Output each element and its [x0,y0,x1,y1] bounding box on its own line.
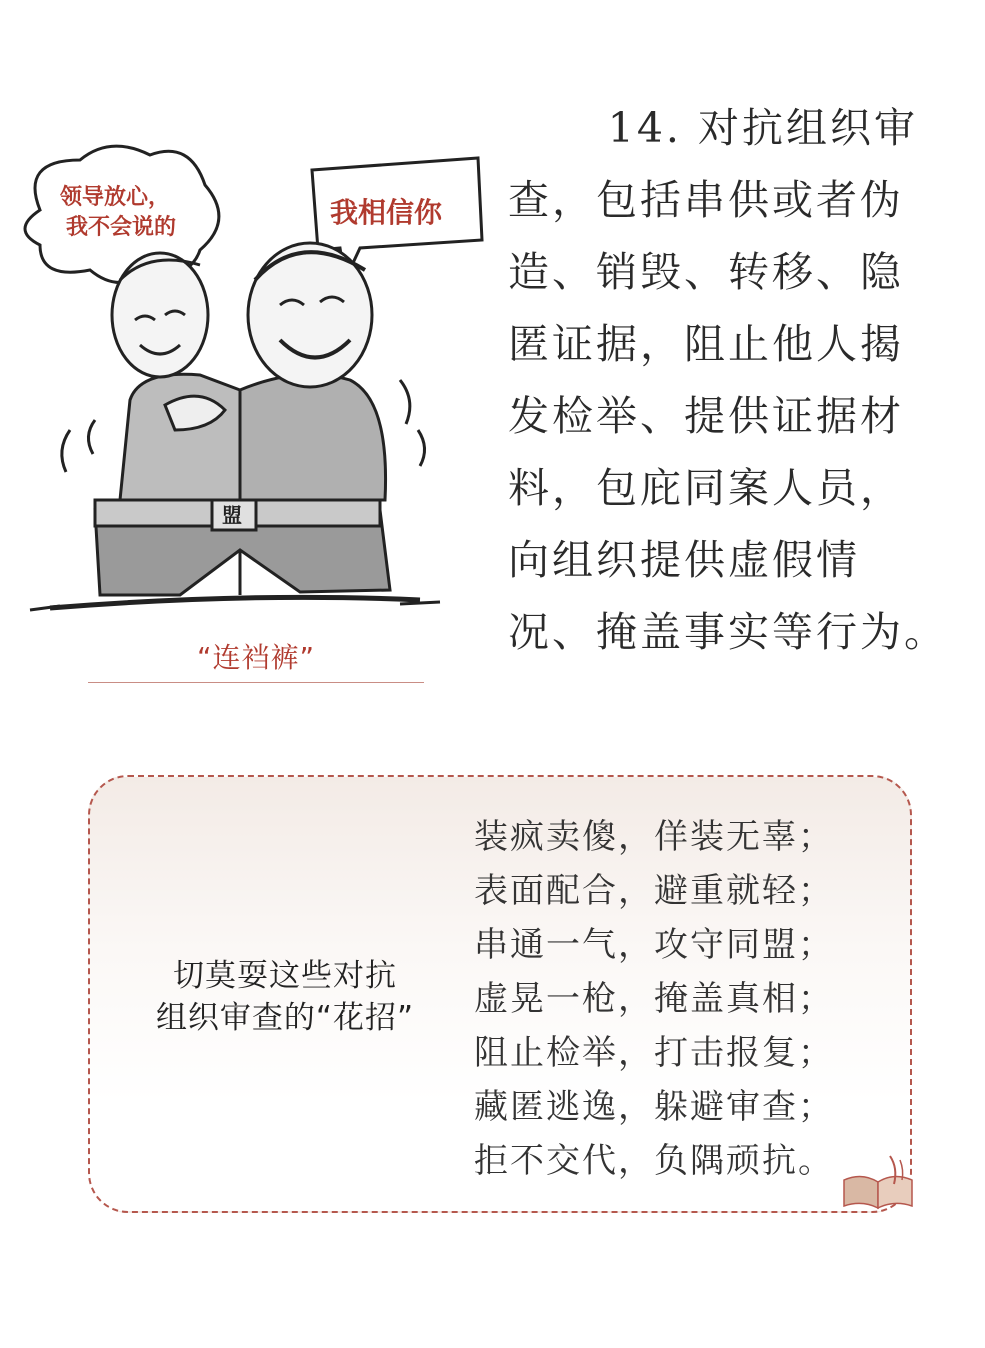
verse-line: 拒不交代，负隅顽抗。 [474,1141,834,1181]
main-text-line: 查，包括串供或者伪 [508,176,904,224]
caption-divider [88,682,424,683]
verse-line: 表面配合，避重就轻； [474,871,834,911]
verse-line: 装疯卖傻，佯装无辜； [474,817,834,857]
belt-badge: 盟 [222,503,242,527]
cartoon-illustration [0,130,500,620]
verse-line: 藏匿逃逸，躲避审查； [474,1087,834,1127]
main-text-line: 发检举、提供证据材 [508,392,904,440]
box-title-line-2: 组织审查的“花招” [155,1000,415,1036]
left-bubble-line-2: 我不会说的 [66,215,177,240]
main-text-line: 料，包庇同案人员， [508,464,904,512]
verse-line: 阻止检举，打击报复； [474,1033,834,1073]
verse-line: 虚晃一枪，掩盖真相； [474,979,834,1019]
verse-line: 串通一气，攻守同盟； [474,925,834,965]
right-bubble-text: 我相信你 [330,196,443,229]
main-text-line: 造、销毁、转移、隐 [508,248,904,296]
main-text-line: 14. 对抗组织审 [607,104,918,152]
box-title-line-1: 切莫耍这些对抗 [173,958,397,994]
main-text-line: 向组织提供虚假情 [508,536,860,584]
main-text-line: 况、掩盖事实等行为。 [508,608,948,656]
main-text-line: 匿证据，阻止他人揭 [508,320,904,368]
open-book-icon [838,1150,918,1212]
left-bubble-line-1: 领导放心， [60,185,171,210]
cartoon-caption: “连裆裤” [196,641,315,674]
